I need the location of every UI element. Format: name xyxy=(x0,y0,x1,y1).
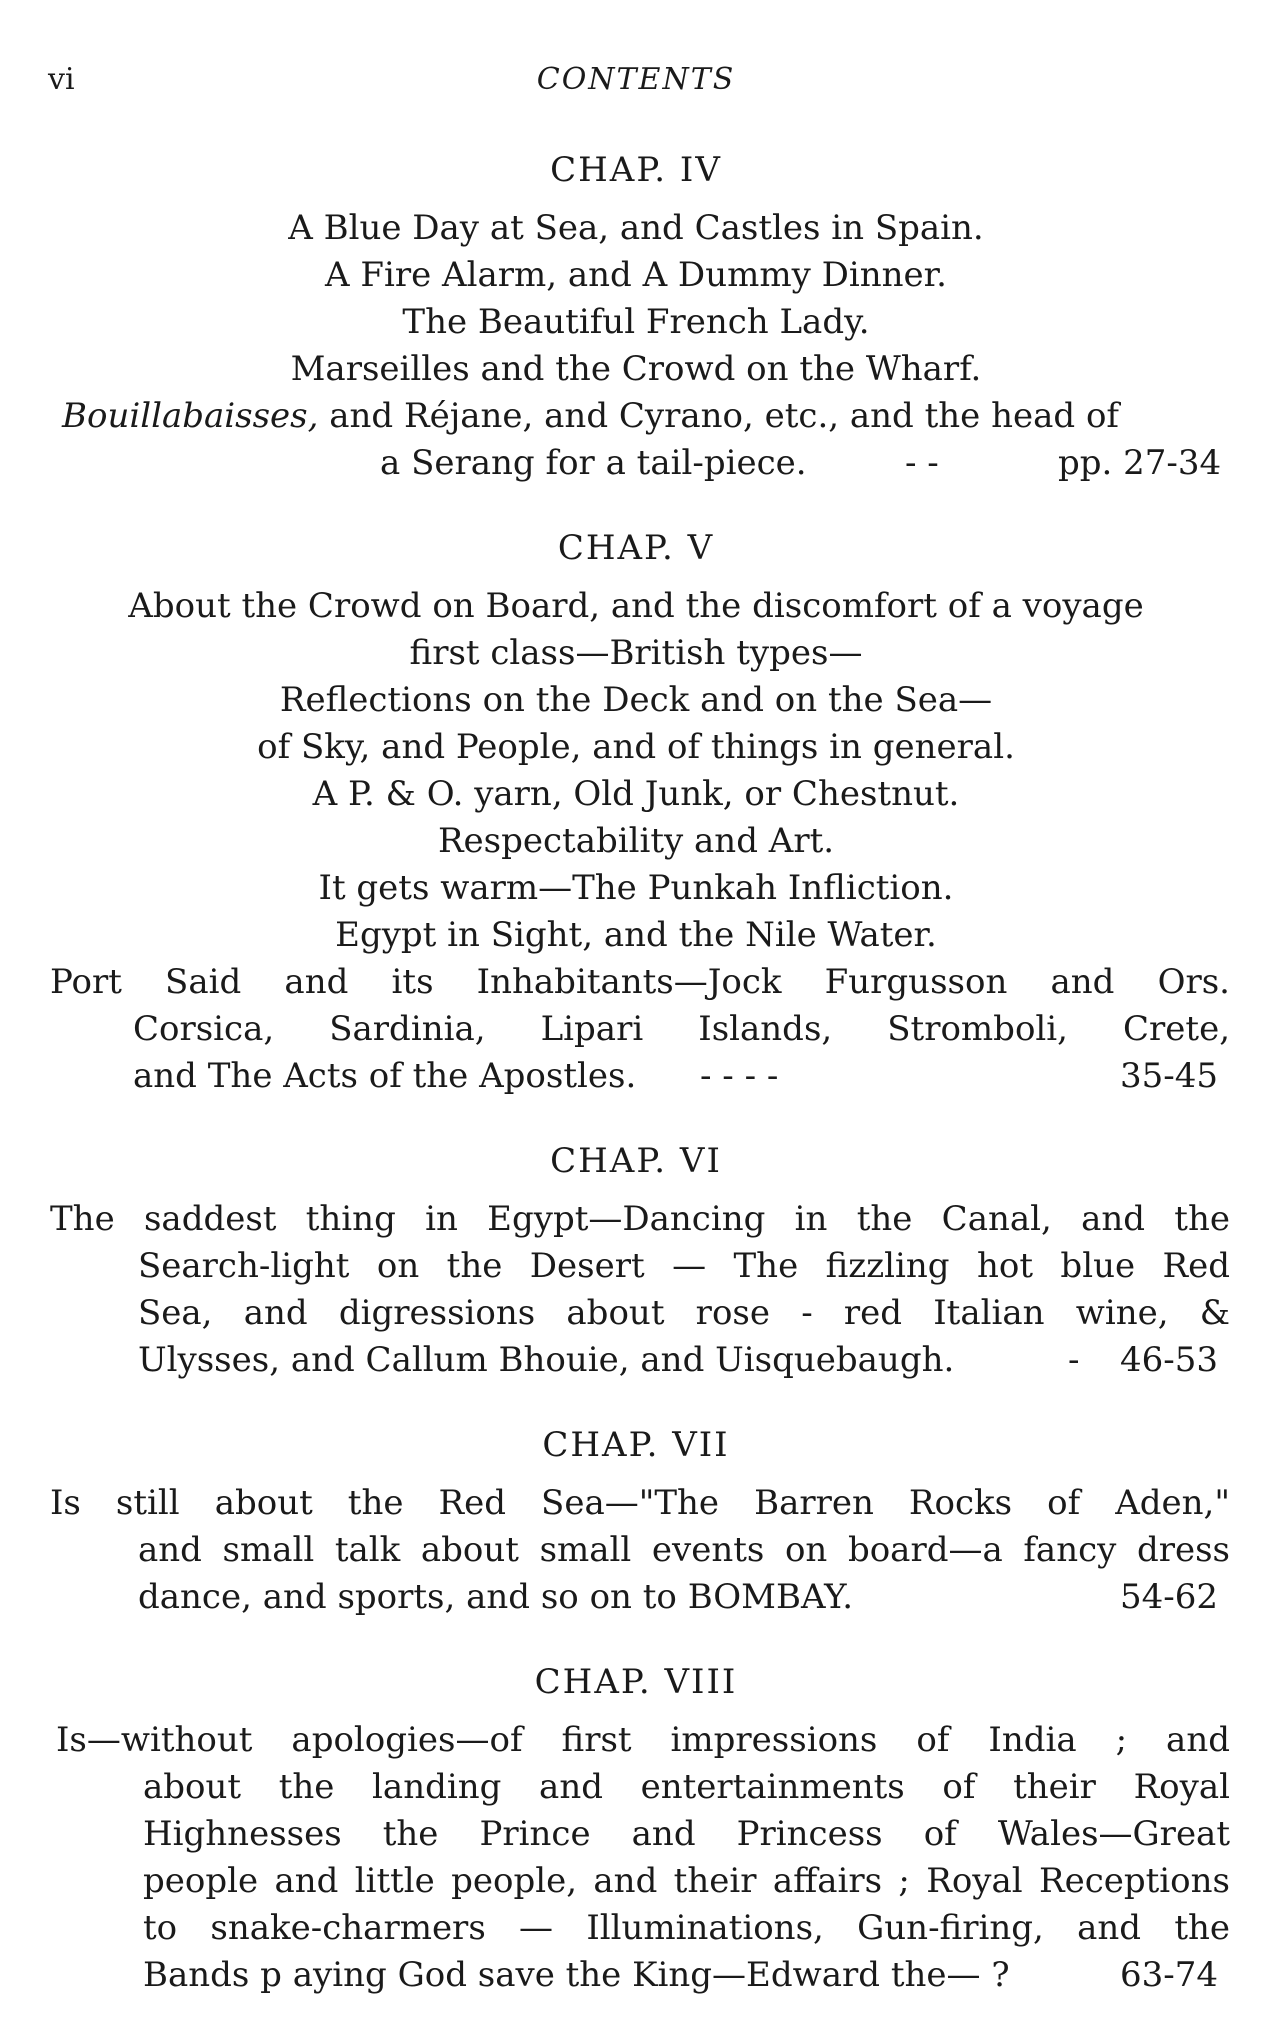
page-header xyxy=(0,62,1272,112)
contents-line: first class—British types— xyxy=(409,633,863,673)
contents-line: Is—without apologies—of first impressions of India ; and xyxy=(56,1720,1230,1760)
chapter-title: CHAP. VIII xyxy=(534,1662,738,1702)
contents-line: A Blue Day at Sea, and Castles in Spain. xyxy=(288,208,984,248)
contents-line: and small talk about small events on board—a fancy dress xyxy=(138,1530,1230,1570)
contents-line: people and little people, and their affairs ; Royal Receptions xyxy=(143,1861,1230,1901)
chapter-title: CHAP. VII xyxy=(542,1425,730,1465)
leader-dashes: - - - - xyxy=(700,1056,779,1096)
contents-line: Egypt in Sight, and the Nile Water. xyxy=(335,915,937,955)
contents-line: to snake-charmers — Illuminations, Gun-firing, and the xyxy=(143,1908,1230,1948)
page-range: pp. 27-34 xyxy=(1058,443,1222,483)
contents-line: of Sky, and People, and of things in general. xyxy=(257,727,1015,767)
page-number: vi xyxy=(48,62,75,97)
leader-dashes: - - xyxy=(905,443,939,483)
contents-line: about the landing and entertainments of their Royal xyxy=(143,1767,1230,1807)
contents-line xyxy=(62,396,1217,436)
chapter-title: CHAP. IV xyxy=(550,150,722,190)
contents-line: Reflections on the Deck and on the Sea— xyxy=(279,680,993,720)
contents-line-rest: and Réjane, and Cyrano, etc., and the head of xyxy=(329,396,1120,436)
leader-dashes: - xyxy=(1068,1340,1080,1380)
page-range: 46-53 xyxy=(1120,1340,1219,1380)
contents-line: The Beautiful French Lady. xyxy=(402,302,870,342)
contents-line: Search-light on the Desert — The fizzling hot blue Red xyxy=(138,1246,1230,1286)
contents-line: Is still about the Red Sea—"The Barren Rocks of Aden," xyxy=(50,1483,1230,1523)
contents-line: Marseilles and the Crowd on the Wharf. xyxy=(290,349,982,389)
running-title: CONTENTS xyxy=(536,62,736,97)
contents-line: Highnesses the Prince and Princess of Wales—Great xyxy=(143,1814,1230,1854)
contents-line: a Serang for a tail-piece. xyxy=(380,443,807,483)
contents-line: Corsica, Sardinia, Lipari Islands, Stromboli, Crete, xyxy=(133,1009,1230,1049)
chapter-title: CHAP. V xyxy=(557,528,715,568)
italic-term: Bouillabaisses, xyxy=(62,396,319,436)
page-range: 54-62 xyxy=(1120,1577,1219,1617)
page-range: 63-74 xyxy=(1120,1955,1219,1995)
contents-line: Port Said and its Inhabitants—Jock Furgusson and Ors. xyxy=(50,962,1230,1002)
contents-line: Sea, and digressions about rose - red Italian wine, & xyxy=(138,1293,1230,1333)
chapter-title: CHAP. VI xyxy=(550,1141,722,1181)
contents-line: and The Acts of the Apostles. xyxy=(133,1056,637,1096)
contents-line: dance, and sports, and so on to BOMBAY. xyxy=(138,1577,854,1617)
contents-line: Respectability and Art. xyxy=(437,821,835,861)
page-range: 35-45 xyxy=(1120,1056,1219,1096)
contents-line: A P. & O. yarn, Old Junk, or Chestnut. xyxy=(312,774,960,814)
contents-line: Bands p aying God save the King—Edward the— ? xyxy=(143,1955,1010,1995)
contents-line: About the Crowd on Board, and the discomfort of a voyage xyxy=(128,586,1144,626)
contents-line: A Fire Alarm, and A Dummy Dinner. xyxy=(325,255,947,295)
contents-line: It gets warm—The Punkah Infliction. xyxy=(318,868,954,908)
contents-line: The saddest thing in Egypt—Dancing in the Canal, and the xyxy=(50,1199,1230,1239)
contents-line: Ulysses, and Callum Bhouie, and Uisquebaugh. xyxy=(138,1340,955,1380)
